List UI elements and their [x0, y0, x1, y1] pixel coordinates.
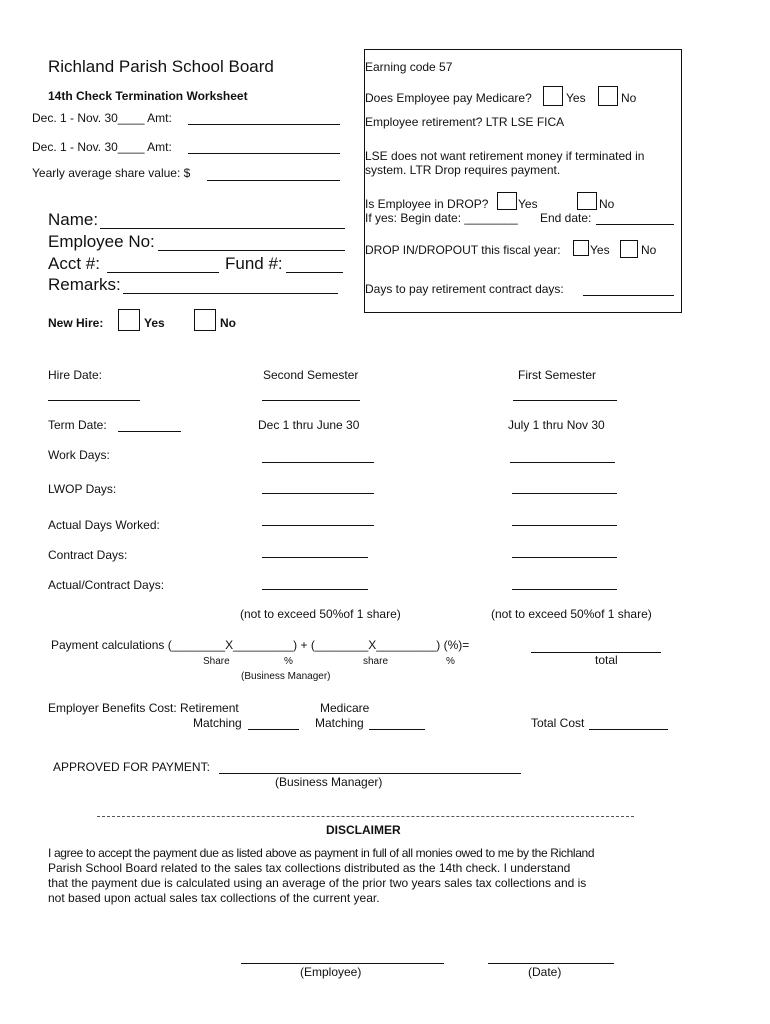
worksheet-subtitle: 14th Check Termination Worksheet	[48, 89, 248, 103]
actual-days-label: Actual Days Worked:	[48, 518, 160, 532]
dashed-separator	[97, 816, 634, 817]
disclaimer-title: DISCLAIMER	[326, 823, 401, 837]
first-semester-range: July 1 thru Nov 30	[508, 418, 605, 432]
disclaimer-line-3: that the payment due is calculated using an average of the prior two years sales tax collections and is	[48, 876, 587, 890]
lwop-days-label: LWOP Days:	[48, 482, 117, 496]
second-semester-hire-field[interactable]	[262, 400, 360, 401]
percent-caption-1: %	[284, 656, 293, 667]
remarks-label: Remarks:	[48, 275, 121, 294]
first-semester-hire-field[interactable]	[513, 400, 617, 401]
new-hire-yes-checkbox[interactable]	[118, 309, 140, 331]
date-signature-caption: (Date)	[528, 965, 562, 979]
acct-label: Acct #:	[48, 254, 100, 273]
employee-no-field[interactable]	[158, 250, 345, 251]
info-box	[364, 49, 682, 313]
actual-days-first-field[interactable]	[512, 525, 617, 526]
hire-date-field[interactable]	[48, 400, 140, 401]
new-hire-no-checkbox[interactable]	[194, 309, 216, 331]
remarks-field[interactable]	[123, 293, 338, 294]
approved-signature-field[interactable]	[219, 773, 521, 774]
term-date-label: Term Date:	[48, 418, 107, 432]
medicare-question: Does Employee pay Medicare?	[365, 91, 532, 105]
work-days-second-field[interactable]	[262, 462, 374, 463]
retirement-matching-field[interactable]	[248, 729, 299, 730]
second-not-exceed-note: (not to exceed 50%of 1 share)	[240, 607, 401, 621]
dropin-no-label: No	[641, 243, 657, 257]
drop-end-date-field[interactable]	[596, 224, 674, 225]
employee-signature-field[interactable]	[241, 963, 444, 964]
acct-field[interactable]	[107, 272, 219, 273]
approved-label: APPROVED FOR PAYMENT:	[53, 760, 210, 774]
payment-calculations-label: Payment calculations (________X_________) + (________X_________) (%)=	[51, 638, 470, 652]
medicare-yes-label: Yes	[566, 91, 586, 105]
hire-date-label: Hire Date:	[48, 368, 103, 382]
lwop-days-first-field[interactable]	[512, 493, 617, 494]
dropin-yes-checkbox[interactable]	[573, 240, 589, 256]
medicare-yes-checkbox[interactable]	[543, 86, 563, 106]
lse-note-line2: system. LTR Drop requires payment.	[365, 163, 561, 177]
fund-field[interactable]	[286, 272, 343, 273]
work-days-first-field[interactable]	[510, 462, 615, 463]
fund-label: Fund #:	[225, 254, 283, 273]
employee-signature-caption: (Employee)	[300, 965, 362, 979]
approval-business-manager-caption: (Business Manager)	[275, 775, 383, 789]
date-signature-field[interactable]	[488, 963, 614, 964]
actual-contract-second-field[interactable]	[262, 589, 368, 590]
new-hire-yes-label: Yes	[144, 316, 165, 330]
drop-no-label: No	[599, 197, 615, 211]
dropin-question: DROP IN/DROPOUT this fiscal year:	[365, 243, 561, 257]
actual-days-second-field[interactable]	[262, 525, 374, 526]
drop-yes-label: Yes	[518, 197, 538, 211]
dec-amount-label-1: Dec. 1 - Nov. 30____ Amt:	[32, 111, 172, 125]
new-hire-label: New Hire:	[48, 316, 104, 330]
total-cost-label: Total Cost	[531, 716, 585, 730]
work-days-label: Work Days:	[48, 448, 110, 462]
new-hire-no-label: No	[220, 316, 236, 330]
dropin-yes-label: Yes	[590, 243, 610, 257]
name-field[interactable]	[100, 228, 345, 229]
dec-amount-label-2: Dec. 1 - Nov. 30____ Amt:	[32, 140, 172, 154]
dec-amount-field-1[interactable]	[188, 124, 340, 125]
lwop-days-second-field[interactable]	[262, 493, 374, 494]
medicare-no-label: No	[621, 91, 637, 105]
disclaimer-line-4: not based upon actual sales tax collections of the current year.	[48, 891, 380, 905]
percent-caption-2: %	[446, 656, 455, 667]
org-title: Richland Parish School Board	[48, 57, 274, 76]
share-caption-2: share	[363, 656, 389, 667]
total-cost-field[interactable]	[589, 729, 668, 730]
retirement-days-field[interactable]	[583, 295, 674, 296]
yearly-share-label: Yearly average share value: $	[32, 166, 191, 180]
contract-days-label: Contract Days:	[48, 548, 128, 562]
retirement-days-label: Days to pay retirement contract days:	[365, 282, 564, 296]
yearly-share-field[interactable]	[207, 180, 340, 181]
drop-question: Is Employee in DROP?	[365, 197, 489, 211]
medicare-matching-label: Matching	[315, 716, 364, 730]
actual-contract-days-label: Actual/Contract Days:	[48, 578, 165, 592]
total-caption: total	[595, 653, 618, 667]
drop-end-date-label: End date:	[540, 211, 592, 225]
earning-code: Earning code 57	[365, 60, 453, 74]
medicare-no-checkbox[interactable]	[598, 86, 618, 106]
disclaimer-line-1: I agree to accept the payment due as listed above as payment in full of all monies owed to me by the Richland	[48, 846, 595, 860]
medicare-matching-field[interactable]	[369, 729, 425, 730]
dec-amount-field-2[interactable]	[188, 153, 340, 154]
medicare-label: Medicare	[320, 701, 370, 715]
term-date-field[interactable]	[118, 431, 181, 432]
drop-begin-date: If yes: Begin date: ________	[365, 211, 518, 225]
benefits-label: Employer Benefits Cost: Retirement	[48, 701, 239, 715]
contract-days-first-field[interactable]	[512, 557, 617, 558]
retirement-matching-label: Matching	[193, 716, 242, 730]
retirement-question: Employee retirement? LTR LSE FICA	[365, 115, 565, 129]
lse-note-line1: LSE does not want retirement money if terminated in	[365, 149, 645, 163]
payment-business-manager-caption: (Business Manager)	[241, 671, 331, 682]
drop-no-checkbox[interactable]	[577, 192, 597, 210]
actual-contract-first-field[interactable]	[512, 589, 617, 590]
drop-yes-checkbox[interactable]	[497, 192, 517, 210]
employee-no-label: Employee No:	[48, 232, 155, 251]
disclaimer-line-2: Parish School Board related to the sales tax collections distributed as the 14th check. I understand	[48, 861, 571, 875]
second-semester-range: Dec 1 thru June 30	[258, 418, 360, 432]
first-not-exceed-note: (not to exceed 50%of 1 share)	[491, 607, 652, 621]
second-semester-heading: Second Semester	[263, 368, 359, 382]
name-label: Name:	[48, 210, 99, 229]
dropin-no-checkbox[interactable]	[620, 240, 638, 258]
first-semester-heading: First Semester	[518, 368, 597, 382]
contract-days-second-field[interactable]	[262, 557, 368, 558]
share-caption-1: Share	[203, 656, 230, 667]
